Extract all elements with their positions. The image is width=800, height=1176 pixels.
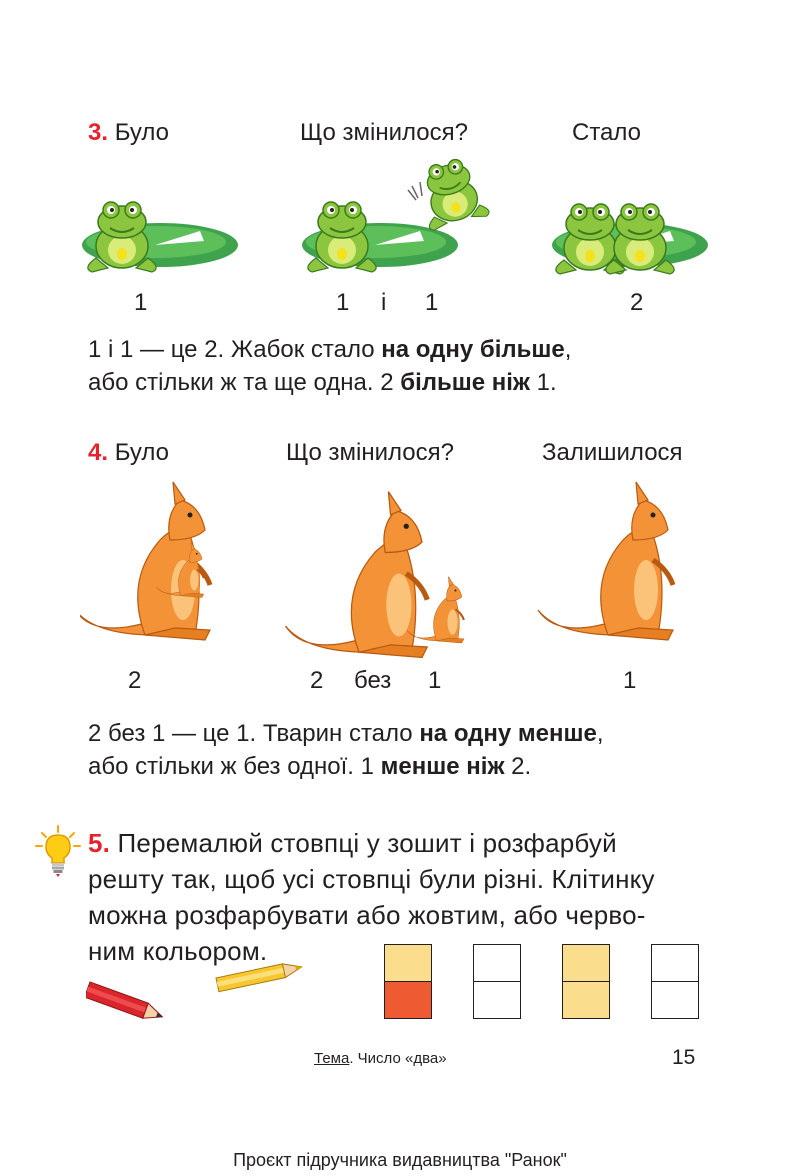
column-4-cell-2: [651, 981, 699, 1019]
task-3-count-change-a: 1: [336, 289, 350, 316]
column-3-cell-2: [562, 981, 610, 1019]
task-4-label-before: Було: [114, 439, 170, 466]
task-4-count-before: 2: [128, 667, 142, 694]
column-2-cell-2: [473, 981, 521, 1019]
footer-topic: [314, 1050, 447, 1067]
footer-topic-text: . Число «два»: [349, 1050, 447, 1067]
task-4-header: [88, 438, 169, 468]
task-4-count-after: 1: [623, 667, 637, 694]
frogs-illustration: [80, 150, 720, 280]
task-4-line-2: або стільки ж без одної. 1 менше ніж 2.: [88, 753, 532, 780]
task-4-count-change-b: 1: [428, 667, 442, 694]
task-4-line-1: 2 без 1 — це 1. Тварин стало на одну менше,: [88, 720, 604, 747]
task-4-number: 4.: [88, 439, 109, 466]
task-5-line-3: можна розфарбувати або жовтим, або черво-: [88, 900, 646, 930]
task-3-header: [88, 118, 169, 148]
column-4-cell-1: [651, 944, 699, 982]
task-3-count-change-op: і: [381, 289, 387, 316]
task-5-number: 5.: [88, 828, 111, 858]
task-3-line-1: 1 і 1 — це 2. Жабок стало на одну більше,: [88, 336, 572, 363]
task-3-explanation: [88, 333, 571, 399]
task-3-count-after: 2: [630, 289, 644, 316]
page-number: 15: [672, 1046, 696, 1069]
pencils-illustration: [86, 950, 306, 1028]
task-4-explanation: [88, 717, 604, 783]
task-3-line-2: або стільки ж та ще одна. 2 більше ніж 1.: [88, 369, 557, 396]
task-4-count-change-op: без: [354, 667, 392, 694]
task-3-number: 3.: [88, 119, 109, 146]
yellow-pencil-icon: [216, 960, 303, 992]
column-2-cell-1: [473, 944, 521, 982]
task-3-count-before: 1: [134, 289, 148, 316]
task-3-label-before: Було: [114, 119, 170, 146]
column-1-cell-2: [384, 981, 432, 1019]
column-3-cell-1: [562, 944, 610, 982]
task-5-line-1: 5. Перемалюй стовпці у зошит і розфарбуй: [88, 828, 617, 858]
task-3-label-after: Стало: [572, 119, 642, 146]
task-4-label-after: Залишилося: [542, 439, 683, 466]
task-4-label-change: Що змінилося?: [286, 439, 454, 466]
lightbulb-icon: [34, 824, 82, 878]
task-5-line-2: решту так, щоб усі стовпці були різні. Клітинку: [88, 864, 655, 894]
task-3-count-change-b: 1: [425, 289, 439, 316]
task-5-line-4: ним кольором.: [88, 936, 268, 966]
task-4-count-change-a: 2: [310, 667, 324, 694]
project-note: Проєкт підручника видавництва "Ранок": [233, 1150, 567, 1170]
column-1-cell-1: [384, 944, 432, 982]
task-3-label-change: Що змінилося?: [300, 119, 468, 146]
red-pencil-icon: [86, 982, 165, 1024]
kangaroos-illustration: [80, 470, 720, 660]
footer-topic-label[interactable]: Тема: [314, 1050, 350, 1067]
